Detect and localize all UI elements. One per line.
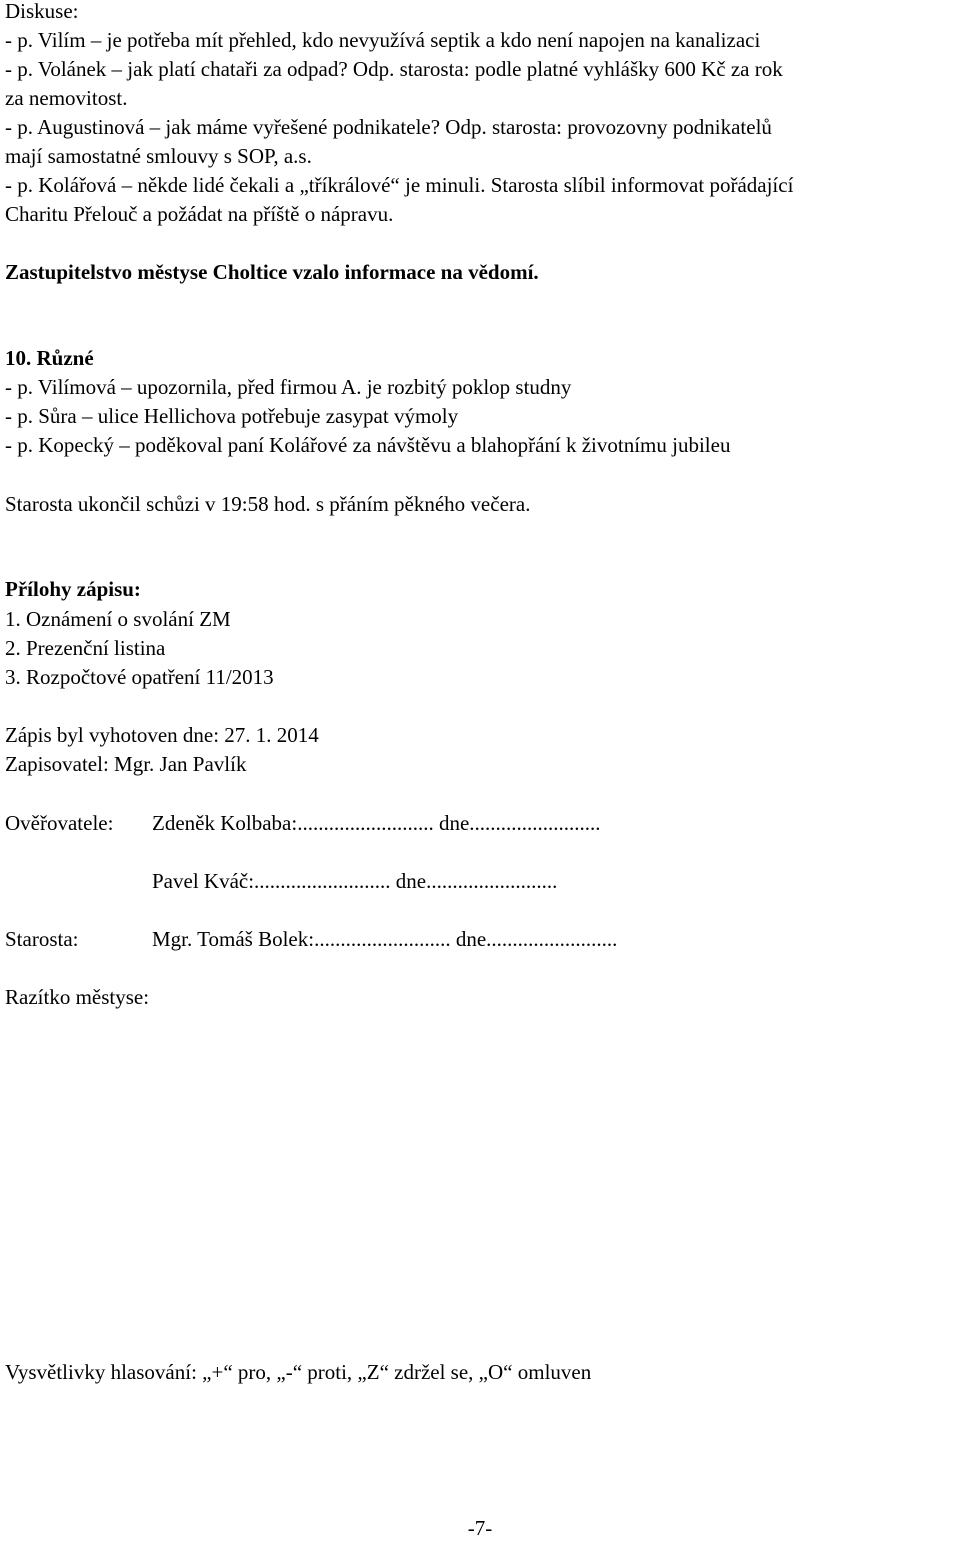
verifier-1: Zdeněk Kolbaba:.......................... dne.........................	[152, 811, 601, 835]
section10-line-3: - p. Kopecký – poděkoval paní Kolářové za návštěvu a blahopřání k životnímu jubileu	[5, 433, 731, 457]
mayor-label: Starosta:	[5, 927, 79, 951]
discussion-line-2: - p. Volánek – jak platí chataři za odpad? Odp. starosta: podle platné vyhlášky 600 Kč za rok	[5, 57, 783, 81]
discussion-line-4: - p. Augustinová – jak máme vyřešené podnikatele? Odp. starosta: provozovny podnikatelů	[5, 115, 772, 139]
discussion-line-3: za nemovitost.	[5, 86, 128, 110]
attachment-item-2: 2. Prezenční listina	[5, 636, 166, 660]
page-number: -7-	[467, 1516, 493, 1540]
attachment-item-1: 1. Oznámení o svolání ZM	[5, 607, 231, 631]
discussion-resolution: Zastupitelstvo městyse Choltice vzalo informace na vědomí.	[5, 260, 539, 284]
section10-line-1: - p. Vilímová – upozornila, před firmou A. je rozbitý poklop studny	[5, 375, 572, 399]
verifiers-label: Ověřovatele:	[5, 811, 114, 835]
mayor-signature: Mgr. Tomáš Bolek:.......................... dne.........................	[152, 927, 618, 951]
section10-heading: 10. Různé	[5, 346, 94, 370]
discussion-heading: Diskuse:	[5, 0, 79, 23]
verifier-2: Pavel Kváč:.......................... dne.........................	[152, 869, 558, 893]
discussion-line-5: mají samostatné smlouvy s SOP, a.s.	[5, 144, 312, 168]
attachment-item-3: 3. Rozpočtové opatření 11/2013	[5, 665, 274, 689]
section10-line-2: - p. Sůra – ulice Hellichova potřebuje zasypat výmoly	[5, 404, 459, 428]
voting-legend: Vysvětlivky hlasování: „+“ pro, „-“ proti, „Z“ zdržel se, „O“ omluven	[5, 1360, 592, 1384]
discussion-line-1: - p. Vilím – je potřeba mít přehled, kdo nevyužívá septik a kdo není napojen na kanalizaci	[5, 28, 761, 52]
discussion-line-6: - p. Kolářová – někde lidé čekali a „tříkrálové“ je minuli. Starosta slíbil informovat pořádající	[5, 173, 794, 197]
attachments-heading: Přílohy zápisu:	[5, 577, 141, 601]
discussion-line-7: Charitu Přelouč a požádat na příště o nápravu.	[5, 202, 394, 226]
closing-statement: Starosta ukončil schůzi v 19:58 hod. s přáním pěkného večera.	[5, 492, 531, 516]
record-date: Zápis byl vyhotoven dne: 27. 1. 2014	[5, 723, 319, 747]
record-writer: Zapisovatel: Mgr. Jan Pavlík	[5, 752, 247, 776]
stamp-label: Razítko městyse:	[5, 985, 150, 1009]
